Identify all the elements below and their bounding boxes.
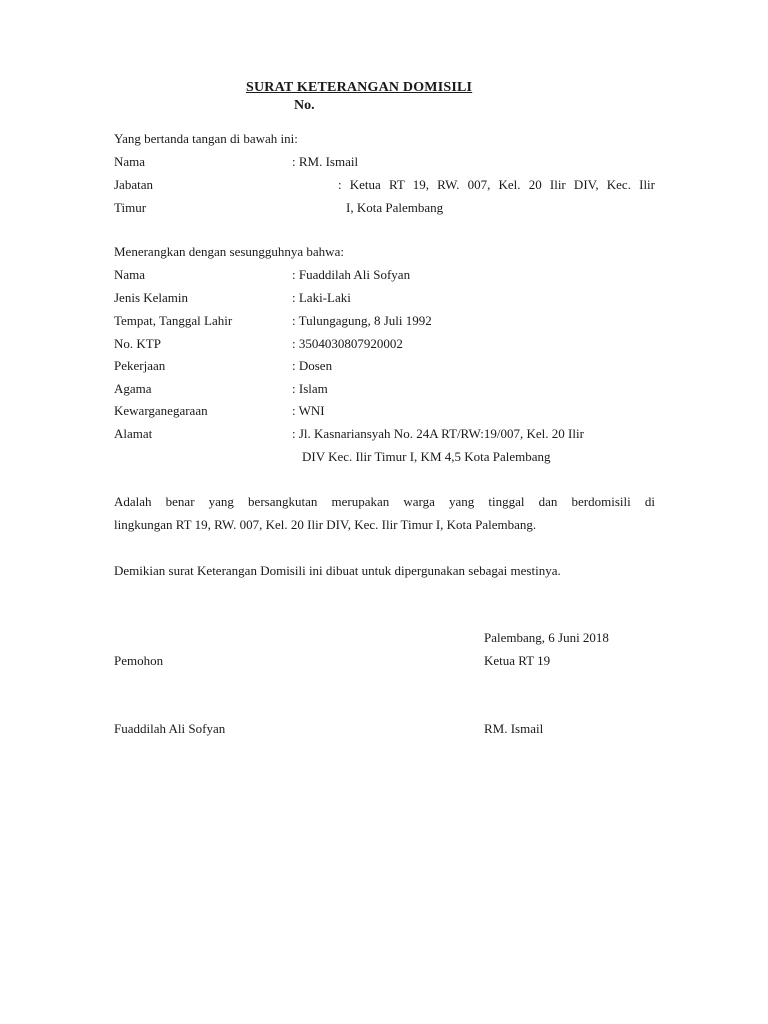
field-value-kewarganegaraan: : WNI bbox=[292, 403, 325, 418]
subject-intro: Menerangkan dengan sesungguhnya bahwa: bbox=[114, 244, 344, 259]
document-title: SURAT KETERANGAN DOMISILI bbox=[246, 80, 473, 95]
field-value-ktp: : 3504030807920002 bbox=[292, 336, 403, 351]
field-label-ttl: Tempat, Tanggal Lahir bbox=[114, 313, 233, 328]
field-value-ttl: : Tulungagung, 8 Juli 1992 bbox=[292, 313, 432, 328]
field-label-ktp: No. KTP bbox=[114, 336, 161, 351]
document-number: No. bbox=[294, 98, 315, 113]
left-signature-name: Fuaddilah Ali Sofyan bbox=[114, 721, 226, 736]
field-value-pekerjaan: : Dosen bbox=[292, 358, 333, 373]
right-signature-role: Ketua RT 19 bbox=[484, 653, 551, 668]
signer-position-label: Jabatan bbox=[114, 177, 153, 192]
signer-name-value: : RM. Ismail bbox=[292, 154, 359, 169]
field-label-kewarganegaraan: Kewarganegaraan bbox=[114, 403, 208, 418]
signer-intro: Yang bertanda tangan di bawah ini: bbox=[114, 131, 298, 146]
signer-position-value-line1: : Ketua RT 19, RW. 007, Kel. 20 Ilir DIV, Kec. Ilir bbox=[338, 177, 655, 192]
place-date: Palembang, 6 Juni 2018 bbox=[484, 630, 609, 645]
field-value-alamat-line2: DIV Kec. Ilir Timur I, KM 4,5 Kota Palembang bbox=[302, 449, 551, 464]
field-label-alamat: Alamat bbox=[114, 426, 153, 441]
field-label-nama: Nama bbox=[114, 267, 146, 282]
closing-paragraph: Demikian surat Keterangan Domisili ini dibuat untuk dipergunakan sebagai mestinya. bbox=[114, 563, 561, 578]
field-value-agama: : Islam bbox=[292, 381, 328, 396]
field-label-agama: Agama bbox=[114, 381, 152, 396]
signer-position-value-line2: I, Kota Palembang bbox=[346, 200, 444, 215]
right-signature-name: RM. Ismail bbox=[484, 721, 544, 736]
left-signature-role: Pemohon bbox=[114, 653, 164, 668]
statement-line2: lingkungan RT 19, RW. 007, Kel. 20 Ilir DIV, Kec. Ilir Timur I, Kota Palembang. bbox=[114, 517, 537, 532]
field-value-nama: : Fuaddilah Ali Sofyan bbox=[292, 267, 411, 282]
statement-line1: Adalah benar yang bersangkutan merupakan warga yang tinggal dan berdomisili di bbox=[114, 494, 655, 509]
signer-position-label-cont: Timur bbox=[114, 200, 147, 215]
signer-name-label: Nama bbox=[114, 154, 146, 169]
field-value-alamat: : Jl. Kasnariansyah No. 24A RT/RW:19/007, Kel. 20 Ilir bbox=[292, 426, 584, 441]
field-value-jenis-kelamin: : Laki-Laki bbox=[292, 290, 351, 305]
field-label-jenis-kelamin: Jenis Kelamin bbox=[114, 290, 189, 305]
field-label-pekerjaan: Pekerjaan bbox=[114, 358, 166, 373]
